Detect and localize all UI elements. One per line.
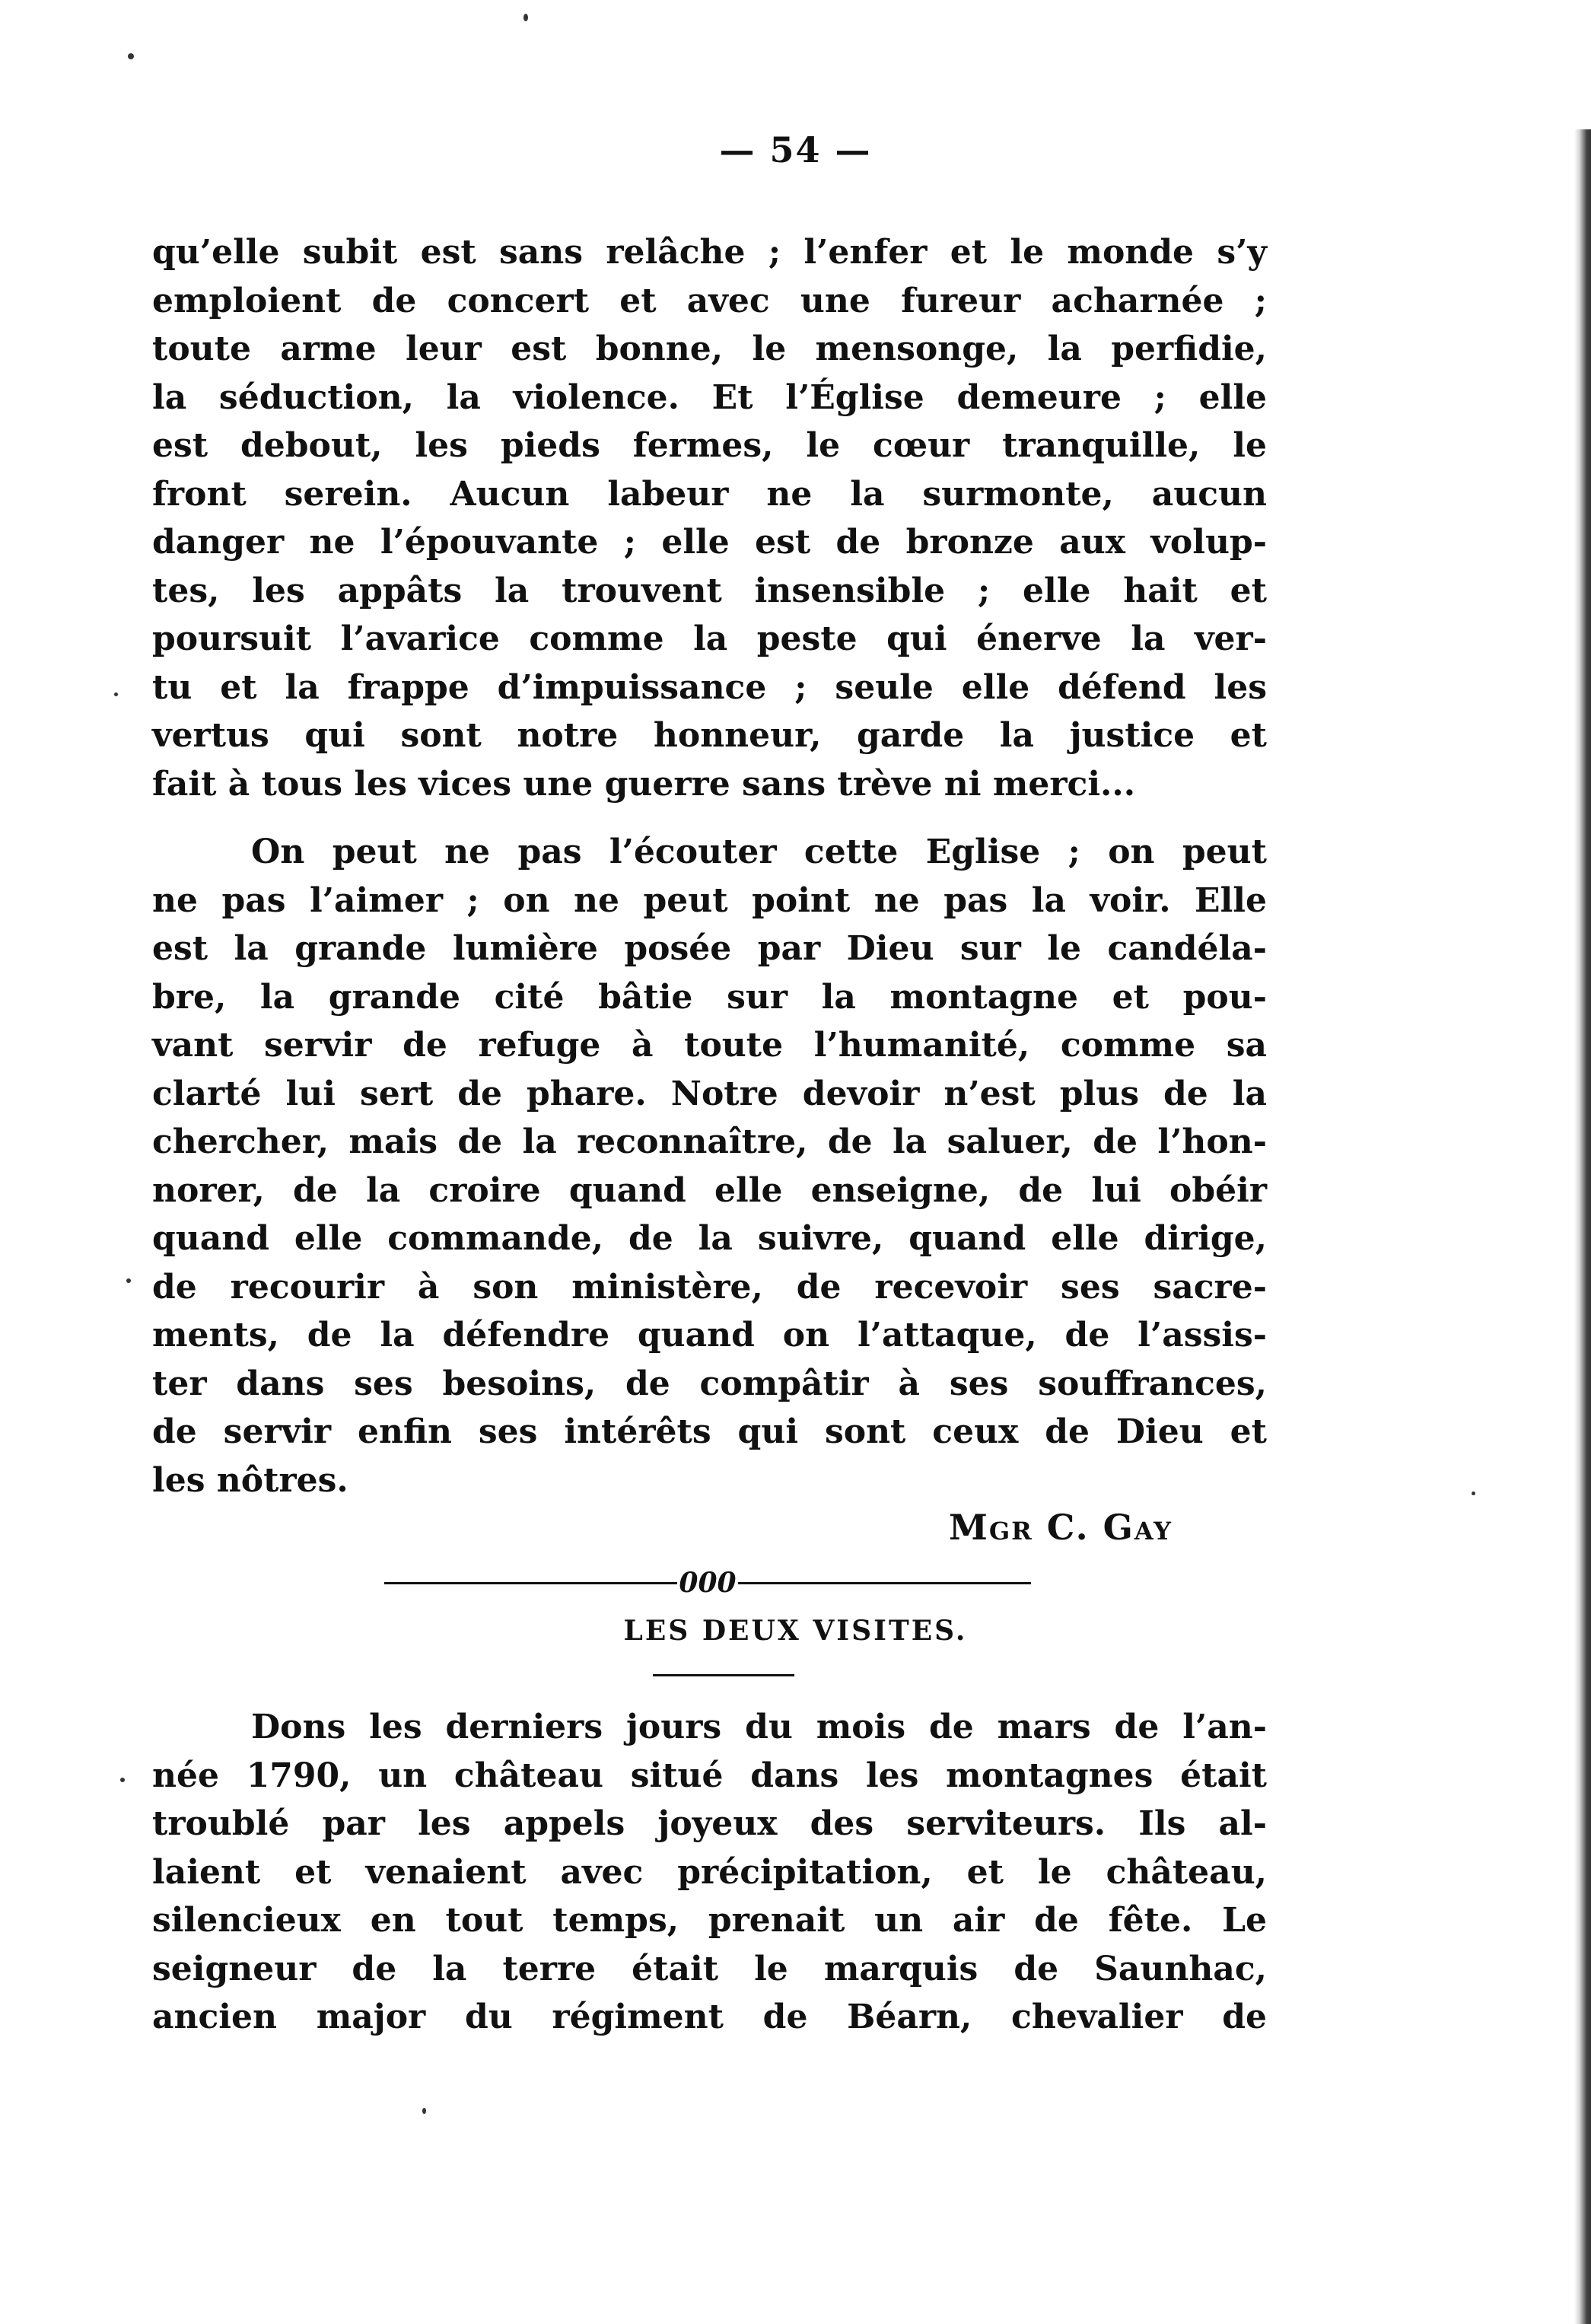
text-line: tes, les appâts la trouvent insensible ; elle hait et (152, 571, 1267, 610)
text-line: silencieux en tout temps, prenait un air de fête. Le (152, 1901, 1267, 1940)
passage-eglise (152, 828, 1267, 1504)
text-line: ancien major du régiment de Béarn, chevalier de (152, 1998, 1267, 2036)
passage-continued (152, 228, 1267, 808)
page-number: — 54 — (719, 129, 872, 170)
text-line: vant servir de refuge à toute l’humanité, comme sa (152, 1026, 1267, 1065)
text-line: emploient de concert et avec une fureur acharnée ; (152, 281, 1267, 320)
text-line: danger ne l’épouvante ; elle est de bronze aux volup- (152, 523, 1267, 562)
section-separator (384, 1568, 1031, 1598)
text-line: chercher, mais de la reconnaître, de la saluer, de l’hon- (152, 1122, 1267, 1161)
text-line: seigneur de la terre était le marquis de Saunhac, (152, 1949, 1267, 1988)
text-line: laient et venaient avec précipitation, et le château, (152, 1852, 1267, 1892)
ink-speck (120, 1778, 125, 1782)
ink-speck (1472, 1491, 1475, 1495)
ink-speck (422, 2108, 426, 2114)
text-line: de servir enfin ses intérêts qui sont ceux de Dieu et (152, 1412, 1267, 1451)
separator-rule-left (384, 1582, 677, 1584)
text-line: ments, de la défendre quand on l’attaque, de l’assis- (152, 1316, 1267, 1355)
text-line: bre, la grande cité bâtie sur la montagne et pou- (152, 977, 1267, 1017)
separator-mark: 000 (679, 1567, 737, 1599)
ink-speck (114, 692, 118, 696)
text-line: On peut ne pas l’écouter cette Eglise ; on peut (251, 833, 1267, 871)
separator-rule-right (738, 1582, 1031, 1584)
author-signature: Mgr C. Gay (948, 1507, 1173, 1548)
text-line: ne pas l’aimer ; on ne peut point ne pas la voir. Elle (152, 880, 1267, 920)
text-line: est la grande lumière posée par Dieu sur le candéla- (152, 929, 1267, 968)
text-line: quand elle commande, de la suivre, quand elle dirige, (152, 1219, 1267, 1258)
text-line: les nôtres. (152, 1460, 348, 1500)
text-line: clarté lui sert de phare. Notre devoir n’est plus de la (152, 1074, 1267, 1113)
text-line: qu’elle subit est sans relâche ; l’enfer et le monde s’y (152, 233, 1267, 272)
text-line: poursuit l’avarice comme la peste qui énerve la ver- (152, 619, 1267, 658)
text-line: troublé par les appels joyeux des serviteurs. Ils al- (152, 1804, 1267, 1843)
text-line: Dons les derniers jours du mois de mars de l’an- (251, 1708, 1267, 1746)
text-line: tu et la frappe d’impuissance ; seule elle défend les (152, 667, 1267, 707)
text-line: est debout, les pieds fermes, le cœur tranquille, le (152, 426, 1267, 465)
title-underline (653, 1674, 794, 1676)
text-line: ter dans ses besoins, de compâtir à ses souffrances, (152, 1364, 1267, 1403)
ink-speck (523, 14, 528, 21)
ink-speck (126, 1278, 131, 1283)
ink-speck (128, 53, 134, 59)
section-title: LES DEUX VISITES. (623, 1615, 968, 1647)
page-binding-shadow (1574, 129, 1591, 2324)
passage-deux-visites (152, 1703, 1267, 2042)
text-line: front serein. Aucun labeur ne la surmonte, aucun (152, 474, 1267, 514)
text-line: née 1790, un château situé dans les montagnes était (152, 1756, 1267, 1795)
text-line: de recourir à son ministère, de recevoir ses sacre- (152, 1267, 1267, 1307)
text-line: fait à tous les vices une guerre sans trève ni merci... (152, 764, 1136, 804)
text-line: toute arme leur est bonne, le mensonge, la perfidie, (152, 329, 1267, 368)
text-line: la séduction, la violence. Et l’Église demeure ; elle (152, 377, 1267, 417)
text-line: norer, de la croire quand elle enseigne, de lui obéir (152, 1170, 1267, 1210)
text-line: vertus qui sont notre honneur, garde la justice et (152, 716, 1267, 755)
